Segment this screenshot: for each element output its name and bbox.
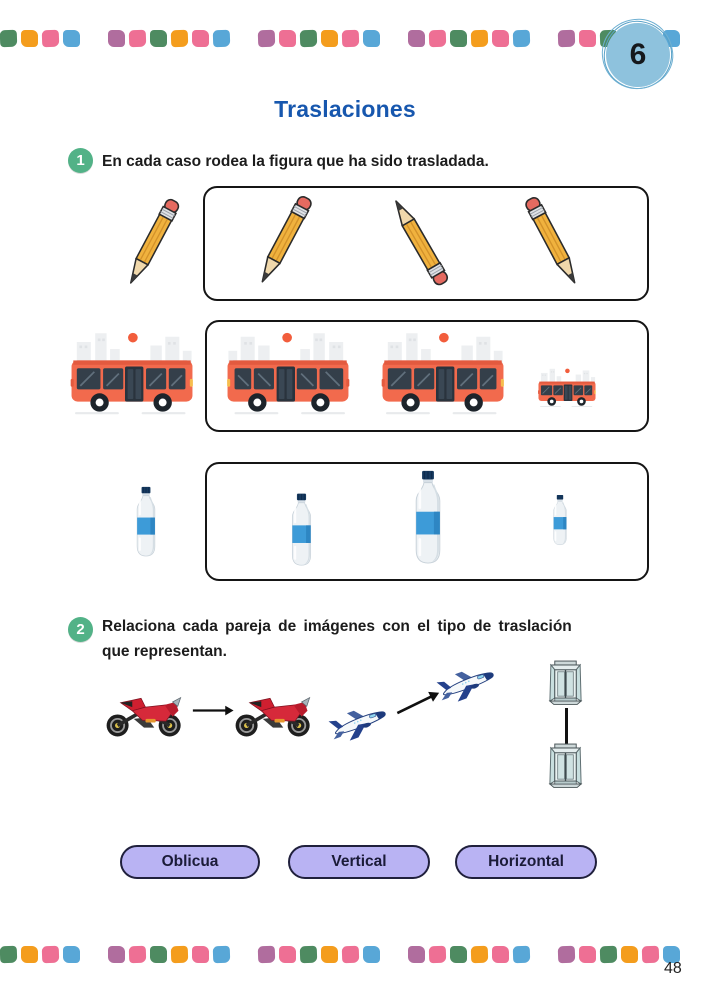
paint-square-icon (63, 946, 80, 963)
paint-square-icon (342, 29, 360, 47)
paint-square-icon (258, 29, 276, 47)
exercise1-number-badge (68, 148, 93, 173)
paint-square-icon (0, 29, 17, 47)
paint-square-icon (471, 945, 489, 963)
paint-square-icon (321, 30, 338, 47)
elevator-icon[interactable] (546, 659, 585, 706)
paint-square-icon (558, 29, 576, 47)
paint-square-icon (492, 946, 509, 963)
paint-square-icon (363, 946, 380, 963)
paint-square-icon (450, 946, 467, 963)
option-label: Vertical (331, 853, 387, 870)
paint-square-icon (513, 945, 531, 963)
exercise2-prompt-line1: Relaciona cada pareja de imágenes con el tipo de traslación (102, 618, 572, 635)
paint-square-icon (213, 29, 231, 47)
paint-square-icon (192, 30, 209, 47)
paint-square-icon (150, 946, 167, 963)
paint-square-icon (363, 30, 380, 47)
vertical-line-connector (565, 708, 568, 744)
paint-square-icon (150, 30, 167, 47)
paint-square-icon (513, 29, 531, 47)
pencil-icon[interactable] (508, 190, 598, 294)
paint-square-icon (63, 30, 80, 47)
paint-square-icon (471, 29, 489, 47)
bus-icon (66, 328, 198, 420)
option-label: Horizontal (488, 853, 564, 870)
paint-square-icon (213, 945, 231, 963)
page-title: Traslaciones (274, 96, 416, 122)
paint-square-icon (300, 29, 318, 47)
option-button-vertical[interactable] (288, 845, 430, 879)
paint-square-icon (108, 30, 125, 47)
paint-square-icon (621, 946, 638, 963)
exercise1-prompt: En cada caso rodea la figura que ha sido trasladada. (102, 153, 489, 170)
paint-square-icon (258, 945, 276, 963)
paint-square-icon (450, 30, 467, 47)
exercise2-prompt-line2: que representan. (102, 643, 227, 660)
water-bottle-icon (131, 485, 161, 561)
paint-square-icon (600, 945, 618, 963)
airplane-icon[interactable] (328, 700, 392, 744)
paint-square-icon (279, 30, 296, 47)
motorcycle-icon[interactable] (100, 686, 188, 740)
pencil-icon[interactable] (239, 189, 329, 293)
elevator-icon[interactable] (546, 742, 585, 789)
airplane-icon[interactable] (436, 661, 500, 705)
bus-icon[interactable] (222, 328, 354, 420)
exercise2-number-badge (68, 617, 93, 642)
paint-square-icon (129, 945, 147, 963)
option-button-oblicua[interactable] (120, 845, 260, 879)
paint-square-icon (129, 29, 147, 47)
unit-number: 6 (629, 38, 647, 71)
page-number: 48 (664, 960, 682, 977)
bus-icon[interactable] (536, 366, 598, 410)
paint-square-icon (42, 945, 60, 963)
pencil-icon[interactable] (374, 189, 464, 293)
paint-square-icon (642, 945, 660, 963)
paint-square-icon (342, 945, 360, 963)
paint-square-icon (408, 30, 425, 47)
paint-square-icon (492, 30, 509, 47)
paint-square-icon (42, 29, 60, 47)
paint-square-icon (21, 30, 38, 47)
paint-square-icon (429, 29, 447, 47)
option-label: Oblicua (161, 853, 219, 870)
exercise2-number: 2 (76, 621, 85, 638)
paint-square-icon (408, 946, 425, 963)
water-bottle-icon[interactable] (408, 469, 448, 569)
paint-square-icon (21, 946, 38, 963)
paint-square-icon (579, 30, 596, 47)
option-button-horizontal[interactable] (455, 845, 597, 879)
paint-square-icon (279, 946, 296, 963)
pencil-icon (107, 192, 197, 294)
paint-square-icon (558, 945, 576, 963)
water-bottle-icon[interactable] (549, 494, 571, 548)
paint-square-icon (321, 946, 338, 963)
paint-square-icon (300, 945, 318, 963)
paint-square-icon (192, 946, 209, 963)
paint-square-icon (429, 945, 447, 963)
bus-icon[interactable] (377, 328, 509, 420)
exercise1-number: 1 (76, 152, 85, 169)
paint-square-icon (108, 946, 125, 963)
paint-square-icon (0, 945, 17, 963)
decorative-border-bottom (0, 944, 712, 964)
paint-square-icon (171, 945, 189, 963)
unit-number-badge (606, 23, 670, 87)
water-bottle-icon[interactable] (286, 492, 317, 570)
arrow-right-icon (192, 704, 234, 717)
paint-square-icon (171, 29, 189, 47)
motorcycle-icon[interactable] (229, 686, 317, 740)
paint-square-icon (579, 946, 596, 963)
